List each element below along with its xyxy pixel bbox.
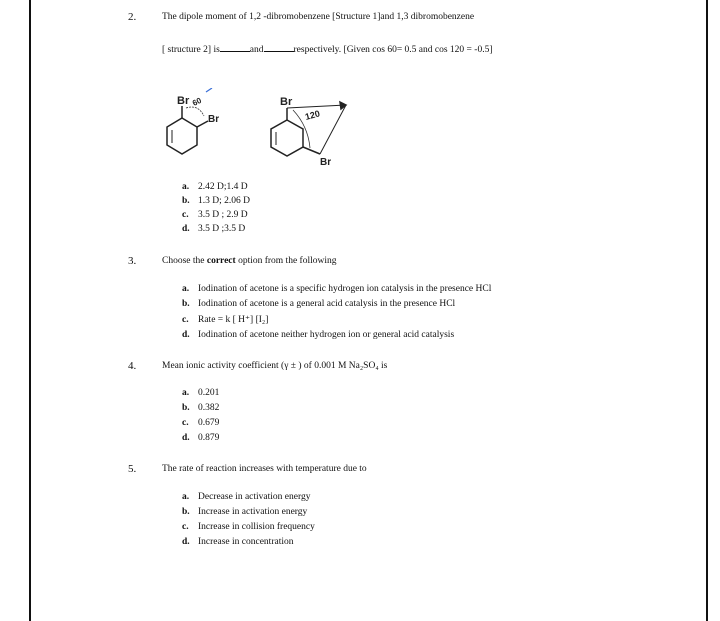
question-4-option-b[interactable]: b. 0.382: [182, 403, 220, 413]
question-3-option-a[interactable]: a. Iodination of acetone is a specific hydrogen ion catalysis in the presence HCl: [182, 284, 492, 294]
question-3-text: Choose the correct option from the following: [162, 256, 337, 266]
question-4-option-c[interactable]: c. 0.679: [182, 418, 220, 428]
answer-blank-1: [220, 42, 250, 52]
question-4-text: Mean ionic activity coefficient (γ ± ) of 0.001 M Na₂SO₄ is: [162, 361, 388, 371]
question-3-option-c[interactable]: c. Rate = k [ H⁺] [I₂]: [182, 315, 269, 325]
question-4-option-a[interactable]: a. 0.201: [182, 388, 220, 398]
page-border-left: [29, 0, 31, 621]
question-3-number: 3.: [128, 255, 137, 267]
question-5-number: 5.: [128, 463, 137, 475]
page-border-right: [706, 0, 708, 621]
structure-1-br-label-top: Br: [177, 95, 190, 107]
dibromobenzene-structures-figure: [160, 88, 380, 178]
question-4-number: 4.: [128, 360, 137, 372]
question-3-option-d[interactable]: d. Iodination of acetone neither hydrogen ion or general acid catalysis: [182, 330, 455, 340]
question-4-option-d[interactable]: d. 0.879: [182, 433, 220, 443]
structure-2-br-label-bottom: Br: [320, 157, 332, 168]
answer-blank-2: [264, 42, 294, 52]
question-2-text-line1: The dipole moment of 1,2 -dibromobenzene [Structure 1]and 1,3 dibromobenzene: [162, 12, 475, 22]
question-5-option-a[interactable]: a. Decrease in activation energy: [182, 492, 311, 502]
question-5-option-b[interactable]: b. Increase in activation energy: [182, 507, 308, 517]
question-5-text: The rate of reaction increases with temperature due to: [162, 464, 367, 474]
structure-2-br-label-top: Br: [280, 96, 293, 108]
question-2-number: 2.: [128, 11, 137, 23]
question-5-option-c[interactable]: c. Increase in collision frequency: [182, 522, 315, 532]
structure-1-angle-label: 60: [191, 95, 203, 108]
question-2-option-b[interactable]: b. 1.3 D; 2.06 D: [182, 196, 250, 206]
question-2-option-c[interactable]: c. 3.5 D ; 2.9 D: [182, 210, 248, 220]
question-3-option-b[interactable]: b. Iodination of acetone is a general acid catalysis in the presence HCl: [182, 299, 456, 309]
structure-1-drawing: [167, 88, 212, 154]
structure-2-angle-label: 120: [303, 108, 322, 122]
question-2-text-line2: [ structure 2] is and respectively. [Given cos 60= 0.5 and cos 120 = -0.5]: [162, 42, 493, 55]
question-2-option-a[interactable]: a. 2.42 D;1.4 D: [182, 182, 248, 192]
question-2-option-d[interactable]: d. 3.5 D ;3.5 D: [182, 224, 246, 234]
structure-1-br-label-right: Br: [208, 114, 220, 125]
question-5-option-d[interactable]: d. Increase in concentration: [182, 537, 294, 547]
